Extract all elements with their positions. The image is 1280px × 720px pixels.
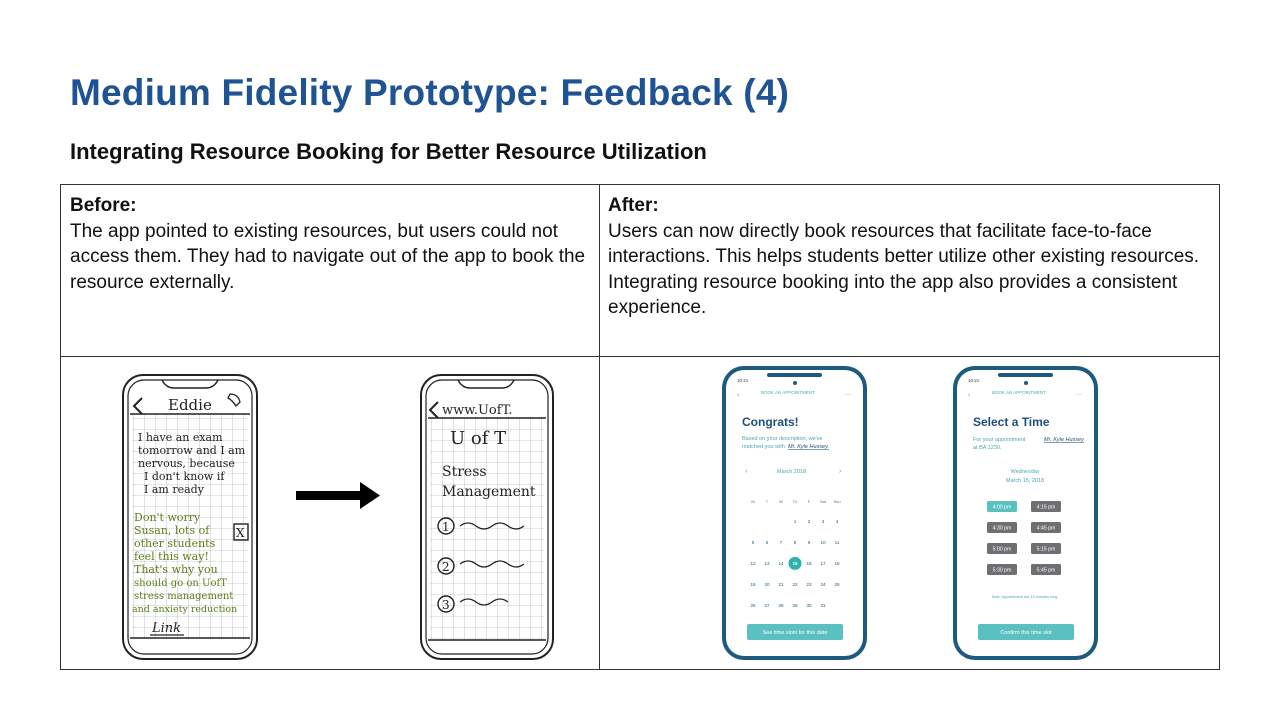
time-slot-label: 5:30 pm	[992, 567, 1012, 574]
sketch-phone-chat	[122, 374, 258, 660]
right-arrow-icon	[296, 480, 382, 512]
calendar-day[interactable]: 30	[806, 603, 812, 608]
calendar-day[interactable]: 12	[750, 561, 756, 566]
sketch-phone-resource	[420, 374, 554, 660]
calendar-day[interactable]: 3	[821, 519, 825, 524]
time-slot-label: 5:00 pm	[992, 546, 1012, 553]
sketch-site-line: Stress	[442, 464, 487, 480]
calendar-day[interactable]: 27	[764, 603, 770, 608]
sketch-reply-line: and anxiety reduction	[132, 604, 238, 615]
sketch-reply-line: should go on UofT	[134, 578, 227, 589]
time-slot-label: 4:15 pm	[1036, 504, 1056, 511]
screen-heading: Congrats!	[742, 415, 799, 429]
calendar-day[interactable]: 26	[750, 603, 756, 608]
after-heading: After:	[608, 195, 659, 216]
back-chevron-icon[interactable]: ‹	[968, 392, 971, 399]
calendar-day[interactable]: 21	[778, 582, 784, 587]
calendar-day[interactable]: 19	[750, 582, 756, 587]
sketch-list-number: 1	[442, 520, 450, 534]
sketch-reply-line: other students	[134, 537, 216, 550]
after-cell	[608, 193, 1208, 321]
calendar-day[interactable]: 16	[806, 561, 812, 566]
after-body: Users can now directly book resources that facilitate face-to-face interactions. This helps students better utilize other existing resources. Integrating resource booking into the app also provides a consistent experience.	[608, 220, 1200, 319]
sketch-reply-line: feel this way!	[134, 550, 209, 563]
confirm-time-slot-label: Confirm this time slot	[1000, 630, 1052, 636]
time-slot-label: 4:00 pm	[992, 504, 1012, 511]
sketch-reply-line: stress management	[134, 591, 234, 602]
screen-desc: matched you with	[742, 444, 785, 450]
sketch-site-line: Management	[442, 484, 536, 500]
calendar-day[interactable]: 15	[792, 561, 798, 566]
counsellor-link[interactable]: Mr. Kyle Hussey.	[788, 444, 829, 450]
calendar-day[interactable]: 13	[764, 561, 770, 566]
calendar-month: March 2018	[777, 469, 807, 475]
screen-header: BOOK AN APPOINTMENT	[761, 390, 815, 395]
more-icon[interactable]: ···	[1076, 392, 1082, 398]
prev-month-icon[interactable]: ‹	[745, 468, 748, 475]
calendar-weekday: M	[751, 499, 755, 504]
sketch-msg-line: I don't know if	[144, 470, 225, 483]
calendar-day[interactable]: 17	[820, 561, 826, 566]
screen-heading: Select a Time	[973, 415, 1050, 429]
sketch-list-number: 2	[442, 560, 450, 574]
status-time: 10:21	[737, 378, 749, 383]
time-slot-label: 5:45 pm	[1036, 567, 1056, 574]
see-time-slots-label: See time slots for this date	[762, 630, 828, 636]
calendar-day[interactable]: 18	[834, 561, 840, 566]
time-slot-label: 5:15 pm	[1036, 546, 1056, 553]
next-month-icon[interactable]: ›	[839, 468, 842, 475]
counsellor-link[interactable]: Mr. Kyle Hussey	[1044, 437, 1084, 443]
calendar-day[interactable]: 20	[764, 582, 770, 587]
sketch-url: www.UofT.	[442, 403, 513, 418]
screen-header: BOOK AN APPOINTMENT	[992, 390, 1046, 395]
calendar-weekday: T	[765, 499, 769, 504]
close-x-mark: X	[236, 526, 245, 540]
sketch-msg-line: nervous, because	[138, 457, 235, 470]
selected-date-weekday: Wednesday	[1010, 469, 1040, 475]
before-body: The app pointed to existing resources, but users could not access them. They had to navigate out of the app to book the resource externally.	[70, 220, 586, 293]
time-slot-label: 4:45 pm	[1036, 525, 1056, 532]
sketch-reply-line: That's why you	[134, 563, 218, 576]
more-icon[interactable]: ···	[845, 392, 851, 398]
calendar-day[interactable]: 23	[806, 582, 812, 587]
page-title: Medium Fidelity Prototype: Feedback (4)	[70, 72, 790, 113]
calendar-day[interactable]: 2	[807, 519, 811, 524]
calendar-day[interactable]: 5	[751, 540, 755, 545]
calendar-weekday: Sun	[833, 499, 841, 504]
calendar-day[interactable]: 1	[793, 519, 797, 524]
time-slot-label: 4:30 pm	[992, 525, 1012, 532]
sketch-reply-line: Don't worry	[134, 511, 201, 524]
calendar-day[interactable]: 22	[792, 582, 798, 587]
status-time: 10:21	[968, 378, 980, 383]
calendar-day[interactable]: 7	[779, 540, 783, 545]
selected-date: March 15, 2018	[1005, 478, 1045, 484]
screen-desc: For your appointment	[973, 437, 1026, 443]
screen-desc: Based on your description, we've	[742, 436, 823, 442]
sketch-list-number: 3	[442, 598, 450, 612]
calendar-day[interactable]: 4	[835, 519, 839, 524]
back-chevron-icon[interactable]: ‹	[737, 392, 740, 399]
calendar-day[interactable]: 11	[834, 540, 840, 545]
calendar-weekday: Sat	[819, 499, 827, 504]
calendar-day[interactable]: 10	[820, 540, 826, 545]
sketch-site-title: U of T	[450, 428, 507, 449]
column-divider	[599, 185, 600, 669]
calendar-day[interactable]: 6	[765, 540, 769, 545]
calendar-day[interactable]: 9	[807, 540, 811, 545]
calendar-weekday: F	[807, 499, 811, 504]
screen-desc: at BA 1230.	[973, 445, 1002, 451]
calendar-day[interactable]: 28	[778, 603, 784, 608]
mockup-phone-timeslots	[952, 365, 1099, 661]
before-heading: Before:	[70, 195, 137, 216]
sketch-msg-line: I am ready	[144, 483, 204, 496]
row-divider	[61, 356, 1219, 357]
sketch-msg-line: I have an exam	[138, 431, 223, 444]
before-cell	[70, 193, 590, 295]
calendar-day[interactable]: 29	[792, 603, 798, 608]
calendar-weekday: Th	[792, 499, 798, 504]
duration-note: Note: Appointment are 15 minutes long.	[991, 595, 1059, 599]
calendar-day[interactable]: 14	[778, 561, 784, 566]
calendar-weekday: W	[779, 499, 783, 504]
calendar-day[interactable]: 31	[820, 603, 826, 608]
calendar-day[interactable]: 25	[834, 582, 840, 587]
calendar-day[interactable]: 24	[820, 582, 826, 587]
calendar-day[interactable]: 8	[793, 540, 797, 545]
sketch-reply-line: Susan, lots of	[134, 524, 210, 537]
sketch-link: Link	[152, 621, 182, 636]
sketch-msg-line: tomorrow and I am	[138, 444, 246, 457]
sketch-chat-header: Eddie	[168, 396, 212, 414]
page-subtitle: Integrating Resource Booking for Better Resource Utilization	[70, 139, 707, 164]
mockup-phone-calendar	[721, 365, 868, 661]
